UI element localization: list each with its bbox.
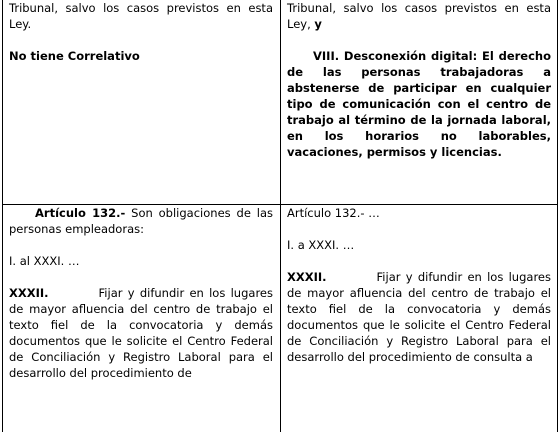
- fraccion-xxxii-text-right: Fijar y difundir en los lugares de mayor afluencia del centro de trabajo el texto fiel de la convocatoria y demás documentos que le solicite el Centro Federal de Conciliación y Registro Laboral para el desarrollo del procedimiento de consulta a: [287, 270, 551, 364]
- table-column-divider: [280, 0, 281, 432]
- no-correlativo-label: No tiene Correlativo: [9, 49, 140, 63]
- cell-top-left: [9, 0, 273, 64]
- fracciones-left: I. al XXXI. …: [9, 254, 80, 268]
- fraccion-viii-text: [287, 48, 551, 160]
- cell-bottom-left: [9, 205, 273, 381]
- right-top-y: y: [314, 17, 322, 31]
- fracciones-right: I. a XXXI. …: [287, 238, 355, 252]
- fraccion-xxxii-left: [9, 285, 273, 381]
- right-top-text: [287, 0, 551, 32]
- right-top-line: Tribunal, salvo los casos previstos en esta Ley,: [287, 1, 551, 31]
- articulo-132-right: Artículo 132.- …: [287, 206, 380, 220]
- fraccion-xxxii-right: [287, 269, 551, 365]
- fraccion-xxxii-label-left: XXXII.: [9, 286, 49, 300]
- cell-bottom-right: [287, 205, 551, 365]
- articulo-132-label: Artículo 132.-: [35, 206, 126, 220]
- fraccion-xxxii-text-left: Fijar y difundir en los lugares de mayor afluencia del centro de trabajo el texto fiel de la convocatoria y demás documentos que le solicite el Centro Federal de Conciliación y Registro Laboral para el desarrollo del procedimiento de: [9, 286, 273, 380]
- articulo-132-text: Son obligaciones de las personas empleadoras:: [9, 206, 274, 236]
- table-border-left: [2, 0, 3, 432]
- cell-top-right: [287, 0, 551, 160]
- left-top-text: Tribunal, salvo los casos previstos en esta Ley.: [9, 1, 273, 31]
- table-border-right: [557, 0, 558, 432]
- fraccion-xxxii-label-right: XXXII.: [287, 270, 327, 284]
- fraccion-viii-body: VIII. Desconexión digital: El derecho de las personas trabajadoras a abstenerse de participar en cualquier tipo de comunicación con el centro de trabajo al término de la jornada laboral, en los horarios no laborables, vacaciones, permisos y licencias.: [287, 49, 551, 159]
- articulo-132-left: [9, 205, 273, 237]
